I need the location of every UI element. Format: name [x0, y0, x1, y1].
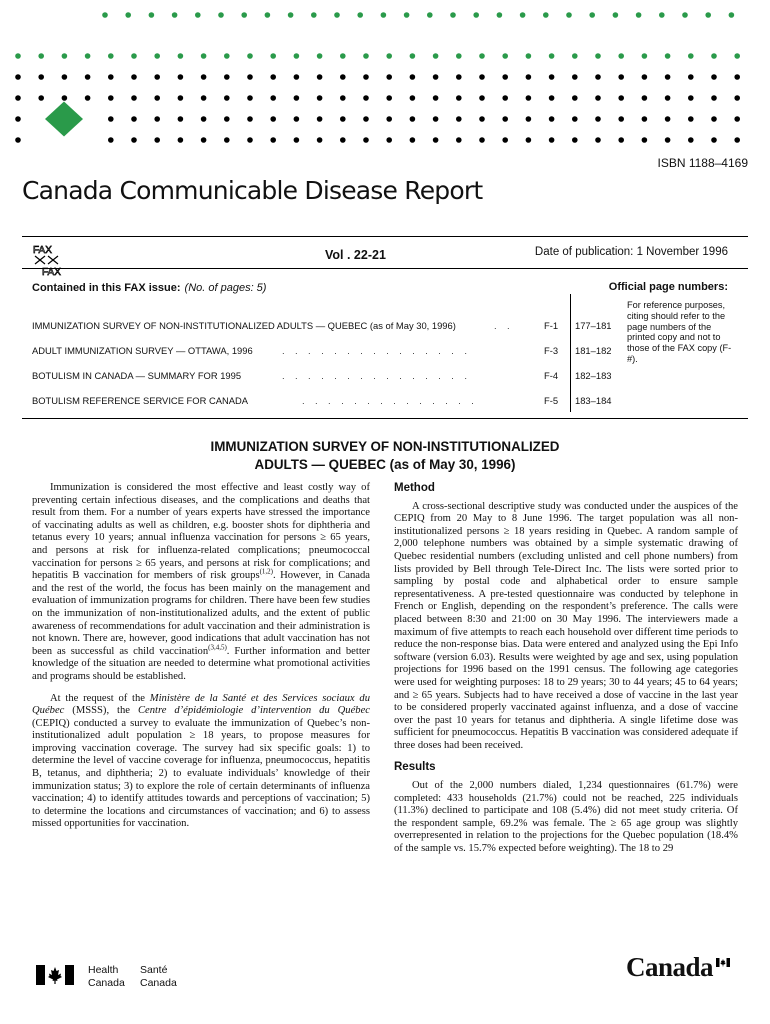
toc-row[interactable] [32, 320, 622, 334]
toc-row[interactable] [32, 370, 622, 384]
pattern-dot [642, 95, 648, 101]
pattern-dot [613, 12, 619, 18]
pattern-dot [589, 12, 595, 18]
request-paragraph: At the request of the Ministère de la Santé et des Services sociaux du Québec (MSSS), the Centre d’épidémiologie d’intervention du Québec (CEPIQ) conducted a survey to evaluate the immunization of Quebec’s non-institutionalized adult population ≥ 18 years, to propose measures for improving vaccination coverage. The survey had six specific goals: 1) to determine the level of vaccine coverage for influenza, pneumococcus, hepatitis B, tetanus, and diphtheria; 2) to evaluate individuals’ knowledge of their immunization status; 3) to explore the role of certain determinants of influenza vaccination; 4) to identify attitudes towards and perceptions of vaccination; 5) to determine the locations and circumstances of vaccination; and 6) to assess missed opportunities for vaccination. [32, 692, 370, 830]
toc-leader: . . . . . . . . . . . . . . [302, 395, 474, 406]
pattern-dot [549, 53, 555, 59]
results-paragraph: Out of the 2,000 numbers dialed, 1,234 questionnaires (61.7%) were completed: 433 households (21.7%) could not be reached, 225 individuals (11.3%) declined to participate and 108 (5.4%) did not meet study criteria. Of the respondent sample, 69.2% was female. The ≥ 65 age group was slightly overrepresented in relation to the projections for the Quebec population (18.4% of the sample vs. 15.7% expected before weighting). The 18 to 29 [394, 780, 738, 855]
pattern-dot [15, 74, 21, 80]
article-title-line: ADULTS — QUEBEC (as of May 30, 1996) [254, 457, 516, 472]
pattern-dot [224, 74, 230, 80]
pattern-dot [340, 116, 346, 122]
contents-heading [32, 282, 266, 294]
pattern-dot [410, 95, 416, 101]
toc-official-pages: 182–183 [575, 370, 612, 381]
pattern-dot [688, 116, 694, 122]
pattern-dot [549, 74, 555, 80]
pattern-dot [201, 137, 207, 143]
pattern-dot [178, 137, 184, 143]
pattern-dot [665, 95, 671, 101]
pattern-dot [688, 53, 694, 59]
decorative-dot-pattern [0, 0, 770, 150]
pattern-dot [665, 74, 671, 80]
pattern-dot [572, 74, 578, 80]
pattern-dot [497, 12, 503, 18]
pattern-dot [595, 74, 601, 80]
pattern-dot [456, 116, 462, 122]
publication-date: Date of publication: 1 November 1996 [534, 246, 728, 258]
toc-row[interactable] [32, 345, 622, 359]
pattern-dot [386, 74, 392, 80]
article-right-column [394, 482, 738, 865]
pattern-dot [131, 53, 137, 59]
pattern-dot [456, 137, 462, 143]
pattern-dot [15, 116, 21, 122]
pattern-dot [149, 12, 155, 18]
article-title-line: IMMUNIZATION SURVEY OF NON-INSTITUTIONALIZED [210, 439, 560, 454]
pattern-dot [62, 95, 68, 101]
pattern-dot [224, 137, 230, 143]
pattern-dot [85, 53, 91, 59]
reference-note: For reference purposes, citing should refer to the page numbers of the printed copy and not to those of the FAX copy (F-#). [627, 300, 732, 364]
article-title [0, 438, 770, 474]
pattern-dot [659, 12, 665, 18]
toc-title: BOTULISM REFERENCE SERVICE FOR CANADA [32, 395, 249, 406]
pattern-dot [642, 116, 648, 122]
pattern-dot [294, 53, 300, 59]
pattern-dot [154, 116, 160, 122]
pattern-dot [595, 53, 601, 59]
toc-fax-page: F-4 [544, 370, 559, 381]
method-heading: Method [394, 482, 435, 494]
pattern-dot [433, 95, 439, 101]
pattern-dot [218, 12, 224, 18]
pattern-dot [247, 116, 253, 122]
pattern-dot [363, 95, 369, 101]
pattern-dot [636, 12, 642, 18]
pattern-dot [642, 74, 648, 80]
pattern-dot [131, 137, 137, 143]
pattern-dot [317, 95, 323, 101]
pattern-dot [526, 74, 532, 80]
pattern-dot [247, 53, 253, 59]
toc-title: BOTULISM IN CANADA — SUMMARY FOR 1995 [32, 370, 242, 381]
pattern-dot [479, 137, 485, 143]
svg-text:FAX: FAX [33, 245, 52, 256]
pattern-dot [38, 74, 44, 80]
pattern-dot [456, 95, 462, 101]
pattern-dot [595, 95, 601, 101]
pattern-dot [479, 74, 485, 80]
pattern-dot [665, 116, 671, 122]
pattern-dot [154, 95, 160, 101]
pattern-dot [502, 74, 508, 80]
pattern-dot [178, 53, 184, 59]
pattern-dot [734, 74, 740, 80]
toc-title: IMMUNIZATION SURVEY OF NON-INSTITUTIONALIZED ADULTS — QUEBEC (as of May 30, 1996) [32, 320, 456, 331]
pattern-dot [311, 12, 317, 18]
pattern-dot [102, 12, 108, 18]
pattern-dot [288, 12, 294, 18]
pattern-dot [734, 95, 740, 101]
article-left-column [32, 482, 370, 840]
pattern-dot [247, 74, 253, 80]
pattern-dot [363, 74, 369, 80]
pattern-dot [178, 116, 184, 122]
pattern-dot [456, 74, 462, 80]
pattern-dot [62, 74, 68, 80]
pattern-dot [131, 95, 137, 101]
isbn-number: ISBN 1188–4169 [657, 156, 748, 170]
publication-title: Canada Communicable Disease Report [22, 176, 483, 205]
pattern-dot [711, 95, 717, 101]
pattern-dot [247, 137, 253, 143]
toc-fax-page: F-1 [544, 320, 559, 331]
pattern-dot [618, 53, 624, 59]
pattern-dot [711, 53, 717, 59]
pattern-dot [201, 95, 207, 101]
pattern-dot [125, 12, 131, 18]
fax-logo-icon [32, 243, 68, 277]
pattern-dot [427, 12, 433, 18]
pattern-dot [85, 95, 91, 101]
pattern-dot [201, 53, 207, 59]
pattern-dot [572, 53, 578, 59]
pattern-dot [317, 137, 323, 143]
pattern-dot [729, 12, 735, 18]
pattern-dot [404, 12, 410, 18]
toc-leader: . . . . . . . . . . . . . . . [282, 370, 467, 381]
pattern-dot [38, 53, 44, 59]
pattern-dot [317, 74, 323, 80]
pattern-dot [502, 53, 508, 59]
pattern-dot [178, 74, 184, 80]
intro-paragraph: Immunization is considered the most effective and least costly way of preventing certain infectious diseases, and the complications and deaths that result from them. For a number of years experts have stressed the importance of vaccinating adults as well as children, e.g. booster shots for diphtheria and tetanus every 10 years; annual influenza vaccination for persons ≥ 65 years, and persons at risk for influenza-related complications; pneumococcal vaccination for persons ≥ 65 years, and persons at risk for complications; and hepatitis B vaccination for members of risk groups$^{(1,2)}$. However, in Canada and the rest of the world, the focus has been mainly on the management and evaluation of immunization programs for children. There have been few studies on the immunization of non-institutionalized adults, and the extent of public awareness of recommendations for adult vaccination and their administration is not known. There are, however, good indications that adult vaccination has not been as successful as child vaccination$^{(3,4,5)}$. Further information and better knowledge of the situation are needed to determine what promotional activities and programs should be established. [32, 482, 371, 682]
pattern-dot [618, 137, 624, 143]
pattern-dot [265, 12, 271, 18]
pattern-dot [270, 137, 276, 143]
pattern-dot [595, 137, 601, 143]
pattern-dot [340, 137, 346, 143]
toc-title: ADULT IMMUNIZATION SURVEY — OTTAWA, 1996 [32, 345, 253, 356]
pattern-dot [410, 53, 416, 59]
pattern-dot [572, 95, 578, 101]
pattern-dot [734, 137, 740, 143]
pattern-dot [526, 137, 532, 143]
pattern-dot [642, 53, 648, 59]
pattern-dot [688, 74, 694, 80]
pattern-dot [108, 95, 114, 101]
pattern-dot [340, 74, 346, 80]
pattern-dot [294, 116, 300, 122]
toc-official-pages: 181–182 [575, 345, 612, 356]
pattern-dot [595, 116, 601, 122]
pattern-dot [433, 74, 439, 80]
results-heading: Results [394, 761, 436, 774]
pattern-dot [711, 137, 717, 143]
official-pages-label: Official page numbers: [608, 281, 728, 293]
pattern-dot [241, 12, 247, 18]
pattern-dot [665, 137, 671, 143]
subheader-rule [22, 268, 748, 269]
pattern-dot [317, 53, 323, 59]
canada-wordmark: Canada [626, 952, 714, 982]
toc-fax-page: F-5 [544, 395, 559, 406]
toc-official-pages: 177–181 [575, 320, 612, 331]
pattern-dot [154, 53, 160, 59]
toc-leader: . . . . . . . . . . . . . . . [282, 345, 467, 356]
pages-note: (No. of pages: 5) [184, 282, 267, 294]
pattern-dot [688, 95, 694, 101]
pattern-dot [386, 53, 392, 59]
pattern-dot [572, 116, 578, 122]
pattern-dot [386, 95, 392, 101]
pattern-dot [270, 116, 276, 122]
pattern-dot [363, 116, 369, 122]
pattern-dot [334, 12, 340, 18]
pattern-dot [363, 53, 369, 59]
pattern-dot [15, 137, 21, 143]
toc-row[interactable] [32, 395, 622, 409]
toc-fax-page: F-3 [544, 345, 559, 356]
pattern-dot [131, 116, 137, 122]
pattern-dot [705, 12, 711, 18]
method-paragraph: A cross-sectional descriptive study was conducted under the auspices of the CEPIQ from 20 May to 8 June 1996. The target population was all non-institutionalized persons ≥ 18 years residing in Quebec. A random sample of 2,000 telephone numbers was obtained by a simple systematic drawing of Quebec residential numbers (excluding unlisted and cell phone numbers) from lists provided by Bell through Tele-Direct Inc. The lists were sorted prior to sampling by postal code and alphabetical order to ensure sample representativeness. A pre-tested questionnaire was conducted by telephone in French or English, depending on the respondent’s preference. The calls were placed between 8:30 and 21:00 on 30 May 1996. The interviewers made a maximum of five attempts to reach each household over different time periods to reduce the non-response bias. Data were entered and analyzed using the Epi Info software (version 6.03). Results were weighted by age and sex, using population projections for 1996 based on the 1991 census. The following age categories were used for weighting purposes: 18 to 29 years; 30 to 44 years; 45 to 64 years; and ≥ 65 years. Subjects had to have received a dose of vaccine in the last year to be considered properly vaccinated against influenza, and a dose of vaccine over the past 10 years for tetanus and diphtheria. A single lifetime dose was sufficient for pneumococcus. Hepatitis B vaccination was considered adequate if three doses had been received. [394, 500, 738, 751]
pattern-dot [381, 12, 387, 18]
pattern-dot [386, 116, 392, 122]
pattern-dot [108, 74, 114, 80]
pattern-dot [108, 137, 114, 143]
pattern-dot [450, 12, 456, 18]
pattern-dot [526, 95, 532, 101]
pattern-dot [433, 53, 439, 59]
pattern-dot [154, 137, 160, 143]
pattern-dot [502, 137, 508, 143]
pattern-dot [195, 12, 201, 18]
pattern-dot [688, 137, 694, 143]
pattern-dot [154, 74, 160, 80]
pattern-dot [549, 95, 555, 101]
pattern-dot [294, 95, 300, 101]
pattern-dot [340, 53, 346, 59]
pattern-dot [178, 95, 184, 101]
pattern-dot [15, 53, 21, 59]
pattern-dot [201, 116, 207, 122]
pattern-dot [108, 116, 114, 122]
pattern-dot [711, 116, 717, 122]
svg-text:FAX: FAX [42, 267, 61, 277]
contents-bottom-rule [22, 418, 748, 419]
pattern-dot [172, 12, 178, 18]
pattern-dot [410, 137, 416, 143]
pattern-dot [224, 53, 230, 59]
pattern-dot [131, 74, 137, 80]
pattern-dot [294, 74, 300, 80]
pattern-dot [85, 74, 91, 80]
pattern-dot [526, 116, 532, 122]
contents-label: Contained in this FAX issue: [32, 282, 181, 294]
pattern-dot [479, 53, 485, 59]
diamond-accent-icon [45, 101, 83, 136]
pattern-dot [433, 116, 439, 122]
pattern-dot [224, 116, 230, 122]
pattern-dot [642, 137, 648, 143]
pattern-dot [456, 53, 462, 59]
pattern-dot [479, 116, 485, 122]
pattern-dot [479, 95, 485, 101]
pattern-dot [618, 95, 624, 101]
pattern-dot [682, 12, 688, 18]
pattern-dot [62, 53, 68, 59]
pattern-dot [108, 53, 114, 59]
pattern-dot [357, 12, 363, 18]
pattern-dot [317, 116, 323, 122]
pattern-dot [618, 116, 624, 122]
pattern-dot [270, 53, 276, 59]
sante-canada-fr: Santé Canada [140, 964, 177, 989]
pattern-dot [270, 95, 276, 101]
pattern-dot [526, 53, 532, 59]
pattern-dot [38, 95, 44, 101]
pattern-dot [270, 74, 276, 80]
pattern-dot [520, 12, 526, 18]
pattern-dot [410, 116, 416, 122]
pattern-dot [247, 95, 253, 101]
pattern-dot [433, 137, 439, 143]
pattern-dot [543, 12, 549, 18]
header-rule [22, 236, 748, 237]
volume-number: Vol . 22-21 [325, 248, 386, 262]
pattern-dot [502, 116, 508, 122]
pattern-dot [734, 53, 740, 59]
pattern-dot [473, 12, 479, 18]
pattern-dot [618, 74, 624, 80]
pattern-dot [549, 116, 555, 122]
pattern-dot [711, 74, 717, 80]
pattern-dot [15, 95, 21, 101]
pattern-dot [502, 95, 508, 101]
pattern-dot [363, 137, 369, 143]
toc-leader: . . [494, 320, 510, 331]
pattern-dot [566, 12, 572, 18]
wordmark-flag-icon [716, 958, 730, 967]
pattern-dot [201, 74, 207, 80]
pattern-dot [340, 95, 346, 101]
toc-official-pages: 183–184 [575, 395, 612, 406]
health-canada-en: Health Canada [88, 964, 125, 989]
pattern-dot [386, 137, 392, 143]
pattern-dot [410, 74, 416, 80]
pattern-dot [549, 137, 555, 143]
pattern-dot [665, 53, 671, 59]
pattern-dot [572, 137, 578, 143]
canada-flag-icon [36, 965, 74, 985]
pattern-dot [224, 95, 230, 101]
pattern-dot [294, 137, 300, 143]
pattern-dot [734, 116, 740, 122]
